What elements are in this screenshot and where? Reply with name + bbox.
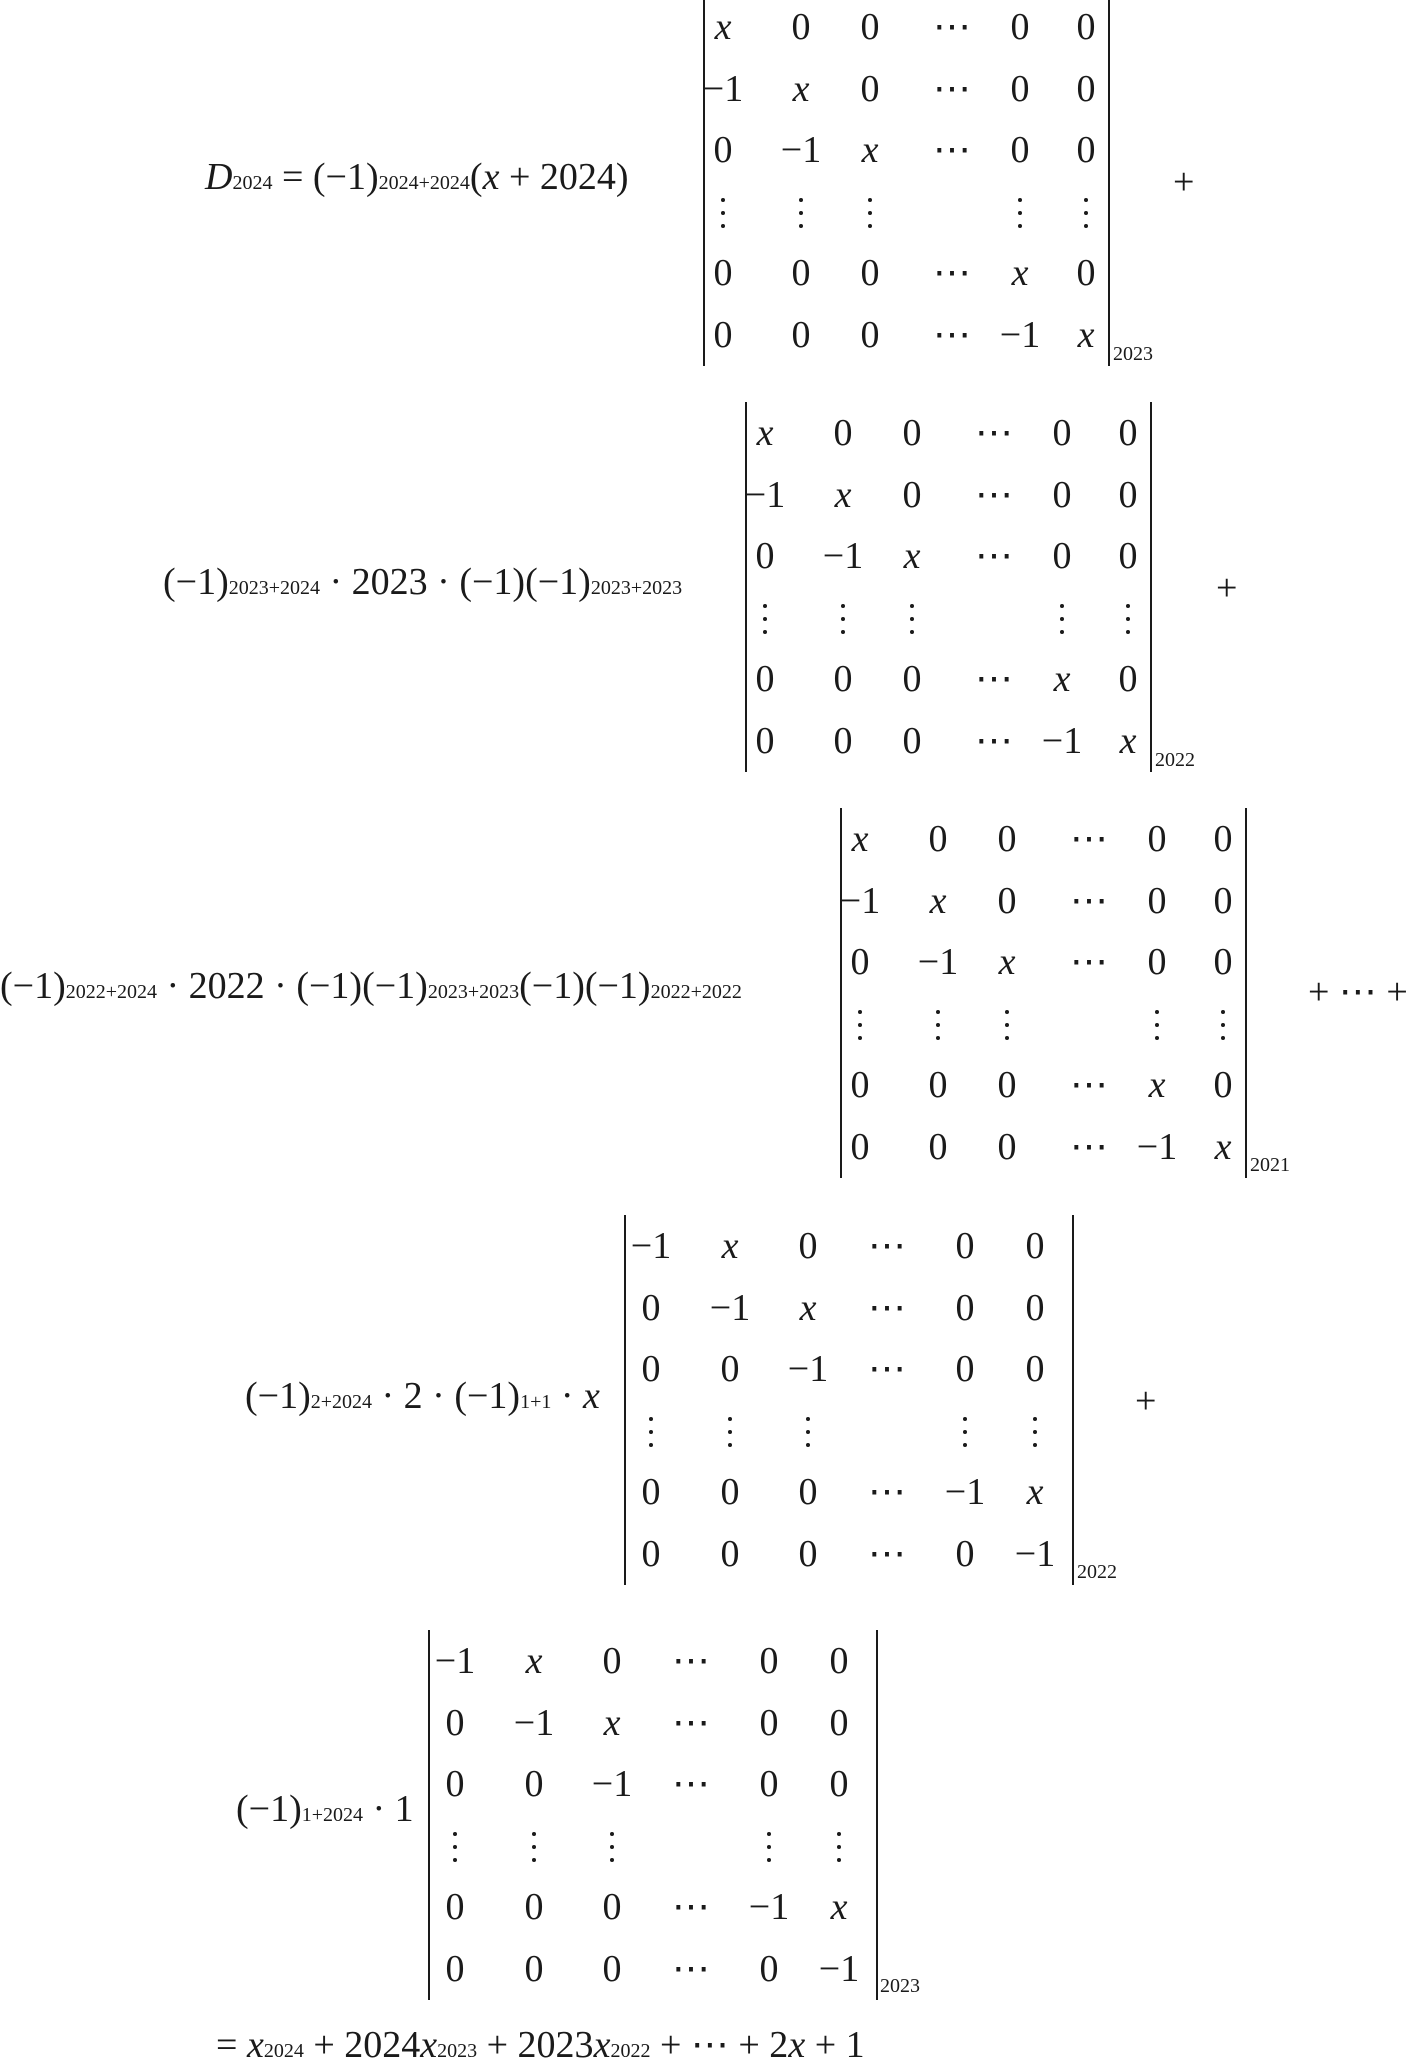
matrix-cell: x <box>756 412 774 454</box>
determinant-row <box>747 587 1150 649</box>
term-2-plus-sign: + <box>1216 567 1238 609</box>
matrix-cell: x <box>721 1225 739 1267</box>
matrix-cell <box>1003 993 1011 1055</box>
matrix-cell: 0 <box>641 1532 661 1575</box>
math-text: = <box>216 2024 247 2066</box>
vertical-ellipsis-icon <box>1016 194 1024 234</box>
math-text: + ⋯ + 2 <box>650 2024 789 2066</box>
matrix-cell: x <box>830 1886 848 1928</box>
matrix-cell: 0 <box>720 1471 740 1513</box>
matrix-cell: ⋯ <box>1070 941 1108 983</box>
math-text: = (−1) <box>272 156 379 198</box>
matrix-cell: 0 <box>1010 6 1030 48</box>
matrix-cell: 0 <box>720 1348 740 1390</box>
matrix-cell <box>1082 181 1090 243</box>
determinant-row <box>842 993 1245 1055</box>
determinant-row <box>626 1215 1072 1277</box>
variable: D <box>205 156 233 198</box>
matrix-cell: 0 <box>641 1348 661 1390</box>
term-4-determinant <box>624 1215 1074 1585</box>
matrix-cell: 0 <box>955 1286 975 1329</box>
term-3-plus-ellipsis: + ⋯ + <box>1308 971 1408 1013</box>
matrix-cell: 0 <box>955 1348 975 1390</box>
vertical-ellipsis-icon <box>726 1413 734 1453</box>
matrix-cell: ⋯ <box>672 1886 710 1928</box>
matrix-cell: 0 <box>1052 412 1072 454</box>
matrix-cell: 0 <box>997 818 1017 860</box>
variable: x <box>593 2024 611 2066</box>
determinant-row <box>747 402 1150 464</box>
determinant-row <box>744 464 1150 526</box>
determinant-row <box>842 1054 1245 1116</box>
matrix-cell: 0 <box>759 1701 779 1744</box>
matrix-cell: 0 <box>524 1886 544 1928</box>
matrix-cell: 0 <box>1076 129 1096 171</box>
matrix-cell: ⋯ <box>933 6 971 48</box>
matrix-cell: 0 <box>524 1947 544 1990</box>
matrix-cell: 0 <box>850 1064 870 1106</box>
matrix-cell: ⋯ <box>1070 1125 1108 1168</box>
matrix-cell: x <box>903 535 921 577</box>
matrix-cell: 0 <box>755 658 775 700</box>
term-5-determinant <box>428 1630 878 2000</box>
determinant-row <box>430 1938 876 2000</box>
matrix-cell: −1 <box>917 941 959 983</box>
matrix-cell: 0 <box>902 658 922 700</box>
matrix-cell: x <box>603 1701 621 1744</box>
matrix-cell: x <box>929 879 947 922</box>
vertical-ellipsis-icon <box>765 1828 773 1868</box>
math-text: · 2023 · (−1)(−1) <box>320 561 591 603</box>
math-text: + 2023 <box>477 2024 594 2066</box>
vertical-ellipsis-icon <box>839 600 847 640</box>
matrix-cell: 0 <box>713 313 733 356</box>
matrix-cell: 0 <box>1025 1348 1045 1390</box>
vertical-ellipsis-icon <box>1219 1006 1227 1046</box>
vertical-ellipsis-icon <box>451 1828 459 1868</box>
matrix-cell: 0 <box>445 1886 465 1928</box>
matrix-cell: 0 <box>755 719 775 762</box>
determinant-row <box>747 648 1150 710</box>
matrix-cell: 0 <box>1213 941 1233 983</box>
matrix-cell: ⋯ <box>868 1225 906 1267</box>
vertical-ellipsis-icon <box>961 1413 969 1453</box>
matrix-cell: −1 <box>591 1763 633 1805</box>
matrix-cell: −1 <box>1014 1532 1056 1575</box>
matrix-cell <box>530 1815 538 1877</box>
matrix-cell: x <box>1119 719 1137 762</box>
determinant-row <box>747 525 1150 587</box>
matrix-cell: 0 <box>445 1763 465 1805</box>
term-1-prefix: D 2024 = (−1) 2024+2024 ( x + 2024) <box>205 156 629 198</box>
matrix-cell: x <box>792 67 810 110</box>
matrix-cell: 0 <box>1025 1225 1045 1267</box>
determinant-row <box>702 58 1108 120</box>
matrix-cell <box>804 1400 812 1462</box>
term-5-order-subscript: 2023 <box>880 1975 920 1997</box>
matrix-cell: ⋯ <box>672 1947 710 1990</box>
term-1-plus-sign: + <box>1173 161 1195 203</box>
matrix-cell: 0 <box>720 1532 740 1575</box>
matrix-cell: 0 <box>1118 658 1138 700</box>
determinant-row <box>626 1277 1072 1339</box>
matrix-cell: 0 <box>902 719 922 762</box>
matrix-cell: ⋯ <box>975 412 1013 454</box>
term-3-prefix: (−1) 2022+2024 · 2022 · (−1)(−1) 2023+2023 (−1)(−1) 2022+2022 <box>0 965 742 1007</box>
vertical-ellipsis-icon <box>1082 194 1090 234</box>
term-2-determinant <box>745 402 1152 772</box>
matrix-cell: 0 <box>928 1125 948 1168</box>
vertical-ellipsis-icon <box>719 194 727 234</box>
matrix-cell: x <box>1053 658 1071 700</box>
math-text: (−1)(−1) <box>519 965 651 1007</box>
math-text: · <box>551 1375 584 1417</box>
matrix-cell: ⋯ <box>868 1286 906 1329</box>
variable: x <box>246 2024 264 2066</box>
matrix-cell: ⋯ <box>933 67 971 110</box>
math-text: (−1) <box>245 1375 311 1417</box>
matrix-cell: 0 <box>759 1640 779 1682</box>
matrix-cell: 0 <box>860 313 880 356</box>
determinant-row <box>626 1338 1072 1400</box>
matrix-cell: 0 <box>1147 818 1167 860</box>
matrix-cell: 0 <box>1010 129 1030 171</box>
matrix-cell <box>1153 993 1161 1055</box>
matrix-cell: −1 <box>1041 719 1083 762</box>
matrix-cell: 0 <box>759 1763 779 1805</box>
matrix-cell: x <box>998 941 1016 983</box>
matrix-cell <box>908 587 916 649</box>
matrix-cell: ⋯ <box>933 252 971 294</box>
determinant-row <box>626 1400 1072 1462</box>
term-4-order-subscript: 2022 <box>1077 1561 1117 1583</box>
determinant-row <box>430 1692 876 1754</box>
matrix-cell: x <box>714 6 732 48</box>
matrix-cell: 0 <box>641 1471 661 1513</box>
matrix-cell: 0 <box>1213 879 1233 922</box>
matrix-cell: x <box>1026 1471 1044 1513</box>
term-5-prefix: (−1) 1+2024 · 1 <box>236 1788 414 1830</box>
vertical-ellipsis-icon <box>608 1828 616 1868</box>
matrix-cell: 0 <box>850 941 870 983</box>
matrix-cell: 0 <box>1118 473 1138 516</box>
matrix-cell: 0 <box>997 879 1017 922</box>
matrix-cell: 0 <box>445 1947 465 1990</box>
matrix-cell: −1 <box>513 1701 555 1744</box>
math-text: (−1) <box>163 561 229 603</box>
matrix-cell: 0 <box>445 1701 465 1744</box>
matrix-cell: 0 <box>902 412 922 454</box>
determinant-row <box>839 870 1245 932</box>
vertical-ellipsis-icon <box>1124 600 1132 640</box>
matrix-cell: x <box>1011 252 1029 294</box>
variable: x <box>420 2024 438 2066</box>
matrix-cell: ⋯ <box>1070 1064 1108 1106</box>
matrix-cell: ⋯ <box>672 1640 710 1682</box>
math-text: · 1 <box>363 1788 414 1830</box>
matrix-cell: x <box>851 818 869 860</box>
math-text: + 2024 <box>303 2024 421 2066</box>
variable: x <box>788 2024 806 2066</box>
final-result: = x 2024 + 2024 x 2023 + 2023 x 2022 + ⋯ + 2 x + 1 <box>216 2024 865 2066</box>
matrix-cell: 0 <box>641 1286 661 1329</box>
matrix-cell: 0 <box>997 1125 1017 1168</box>
matrix-cell: 0 <box>798 1532 818 1575</box>
matrix-cell: 0 <box>759 1947 779 1990</box>
determinant-row <box>430 1876 876 1938</box>
matrix-cell: ⋯ <box>672 1701 710 1744</box>
variable: x <box>482 156 500 198</box>
matrix-cell <box>866 181 874 243</box>
matrix-cell: −1 <box>999 313 1041 356</box>
variable: x <box>583 1375 600 1417</box>
matrix-cell: 0 <box>798 1471 818 1513</box>
matrix-cell: 0 <box>1213 1064 1233 1106</box>
vertical-ellipsis-icon <box>1153 1006 1161 1046</box>
matrix-cell: 0 <box>1076 252 1096 294</box>
matrix-cell: 0 <box>829 1763 849 1805</box>
matrix-cell: ⋯ <box>975 473 1013 516</box>
matrix-cell: 0 <box>928 1064 948 1106</box>
matrix-cell: ⋯ <box>672 1763 710 1805</box>
matrix-cell: 0 <box>1147 879 1167 922</box>
vertical-ellipsis-icon <box>530 1828 538 1868</box>
matrix-cell: 0 <box>860 67 880 110</box>
matrix-cell: 0 <box>1118 412 1138 454</box>
vertical-ellipsis-icon <box>1031 1413 1039 1453</box>
math-text: · 2022 · (−1)(−1) <box>157 965 428 1007</box>
matrix-cell: −1 <box>630 1225 672 1267</box>
vertical-ellipsis-icon <box>908 600 916 640</box>
matrix-cell: x <box>1148 1064 1166 1106</box>
determinant-row <box>430 1815 876 1877</box>
matrix-cell: 0 <box>1052 535 1072 577</box>
matrix-cell: 0 <box>791 313 811 356</box>
matrix-cell: −1 <box>818 1947 860 1990</box>
determinant-row <box>626 1523 1072 1585</box>
matrix-cell: ⋯ <box>868 1532 906 1575</box>
matrix-cell: −1 <box>434 1640 476 1682</box>
determinant-row <box>705 0 1108 58</box>
vertical-ellipsis-icon <box>797 194 805 234</box>
term-3-determinant <box>840 808 1247 1178</box>
matrix-cell <box>934 993 942 1055</box>
matrix-cell <box>961 1400 969 1462</box>
matrix-cell: −1 <box>1136 1125 1178 1168</box>
term-2-order-subscript: 2022 <box>1155 749 1195 771</box>
term-2-prefix: (−1) 2023+2024 · 2023 · (−1)(−1) 2023+2023 <box>163 561 683 603</box>
matrix-cell: 0 <box>602 1640 622 1682</box>
math-text: (−1) <box>236 1788 302 1830</box>
matrix-cell: ⋯ <box>933 313 971 356</box>
matrix-cell: 0 <box>860 6 880 48</box>
matrix-cell: x <box>834 473 852 516</box>
matrix-cell: 0 <box>850 1125 870 1168</box>
matrix-cell: ⋯ <box>975 719 1013 762</box>
matrix-cell: ⋯ <box>1070 818 1108 860</box>
matrix-cell: ⋯ <box>975 535 1013 577</box>
determinant-row <box>705 304 1108 366</box>
matrix-cell <box>765 1815 773 1877</box>
matrix-cell: 0 <box>1213 818 1233 860</box>
matrix-cell: 0 <box>829 1701 849 1744</box>
matrix-cell: x <box>799 1286 817 1329</box>
vertical-ellipsis-icon <box>835 1828 843 1868</box>
matrix-cell: 0 <box>955 1532 975 1575</box>
matrix-cell: 0 <box>524 1763 544 1805</box>
matrix-cell: ⋯ <box>933 129 971 171</box>
matrix-cell: −1 <box>702 67 744 110</box>
matrix-cell: −1 <box>839 879 881 922</box>
determinant-row <box>747 710 1150 772</box>
determinant-row <box>705 119 1108 181</box>
matrix-cell: 0 <box>1118 535 1138 577</box>
matrix-cell <box>726 1400 734 1462</box>
determinant-row <box>705 242 1108 304</box>
matrix-cell: 0 <box>1076 6 1096 48</box>
determinant-row <box>842 808 1245 870</box>
matrix-cell: 0 <box>997 1064 1017 1106</box>
math-text: · 2 · (−1) <box>372 1375 521 1417</box>
term-4-plus-sign: + <box>1135 1380 1157 1422</box>
math-text: + 2024) <box>499 156 629 198</box>
term-1-order-subscript: 2023 <box>1113 343 1153 365</box>
matrix-cell: 0 <box>833 658 853 700</box>
matrix-cell: 0 <box>713 252 733 294</box>
matrix-cell: ⋯ <box>975 658 1013 700</box>
matrix-cell: 0 <box>955 1225 975 1267</box>
vertical-ellipsis-icon <box>1003 1006 1011 1046</box>
matrix-cell: 0 <box>713 129 733 171</box>
matrix-cell: −1 <box>822 535 864 577</box>
vertical-ellipsis-icon <box>647 1413 655 1453</box>
matrix-cell <box>1031 1400 1039 1462</box>
matrix-cell <box>608 1815 616 1877</box>
matrix-cell: 0 <box>833 412 853 454</box>
matrix-cell: −1 <box>787 1348 829 1390</box>
matrix-cell: −1 <box>744 473 786 516</box>
term-3-order-subscript: 2021 <box>1250 1154 1290 1176</box>
matrix-cell: 0 <box>755 535 775 577</box>
determinant-row <box>842 931 1245 993</box>
matrix-cell: 0 <box>833 719 853 762</box>
matrix-cell: 0 <box>791 252 811 294</box>
matrix-cell <box>1124 587 1132 649</box>
matrix-cell: 0 <box>860 252 880 294</box>
term-4-prefix: (−1) 2+2024 · 2 · (−1) 1+1 · x <box>245 1375 600 1417</box>
matrix-cell: 0 <box>902 473 922 516</box>
matrix-cell: 0 <box>829 1640 849 1682</box>
matrix-cell: 0 <box>928 818 948 860</box>
vertical-ellipsis-icon <box>804 1413 812 1453</box>
vertical-ellipsis-icon <box>934 1006 942 1046</box>
vertical-ellipsis-icon <box>761 600 769 640</box>
determinant-row <box>430 1630 876 1692</box>
determinant-row <box>430 1753 876 1815</box>
matrix-cell: 0 <box>1025 1286 1045 1329</box>
determinant-row <box>842 1116 1245 1178</box>
determinant-row <box>626 1461 1072 1523</box>
matrix-cell: 0 <box>1052 473 1072 516</box>
determinant-row <box>705 181 1108 243</box>
matrix-cell: −1 <box>709 1286 751 1329</box>
vertical-ellipsis-icon <box>856 1006 864 1046</box>
matrix-cell <box>835 1815 843 1877</box>
matrix-cell: 0 <box>1010 67 1030 110</box>
matrix-cell: x <box>861 129 879 171</box>
math-text: + 1 <box>805 2024 865 2066</box>
matrix-cell: 0 <box>791 6 811 48</box>
matrix-cell: ⋯ <box>1070 879 1108 922</box>
matrix-cell: −1 <box>748 1886 790 1928</box>
matrix-cell: 0 <box>1076 67 1096 110</box>
matrix-cell <box>761 587 769 649</box>
matrix-cell <box>797 181 805 243</box>
matrix-cell <box>1016 181 1024 243</box>
math-text: (−1) <box>0 965 66 1007</box>
matrix-cell: 0 <box>602 1886 622 1928</box>
matrix-cell: 0 <box>602 1947 622 1990</box>
matrix-cell: x <box>1214 1125 1232 1168</box>
matrix-cell <box>1058 587 1066 649</box>
vertical-ellipsis-icon <box>1058 600 1066 640</box>
vertical-ellipsis-icon <box>866 194 874 234</box>
matrix-cell <box>1219 993 1227 1055</box>
term-1-determinant <box>703 0 1110 366</box>
matrix-cell: −1 <box>780 129 822 171</box>
matrix-cell: −1 <box>944 1471 986 1513</box>
matrix-cell <box>856 993 864 1055</box>
math-text: ( <box>469 156 483 198</box>
matrix-cell: 0 <box>1147 941 1167 983</box>
matrix-cell: 0 <box>798 1225 818 1267</box>
matrix-cell <box>647 1400 655 1462</box>
matrix-cell <box>839 587 847 649</box>
matrix-cell: x <box>525 1640 543 1682</box>
matrix-cell: x <box>1077 313 1095 356</box>
matrix-cell: ⋯ <box>868 1348 906 1390</box>
matrix-cell <box>451 1815 459 1877</box>
matrix-cell <box>719 181 727 243</box>
matrix-cell: ⋯ <box>868 1471 906 1513</box>
